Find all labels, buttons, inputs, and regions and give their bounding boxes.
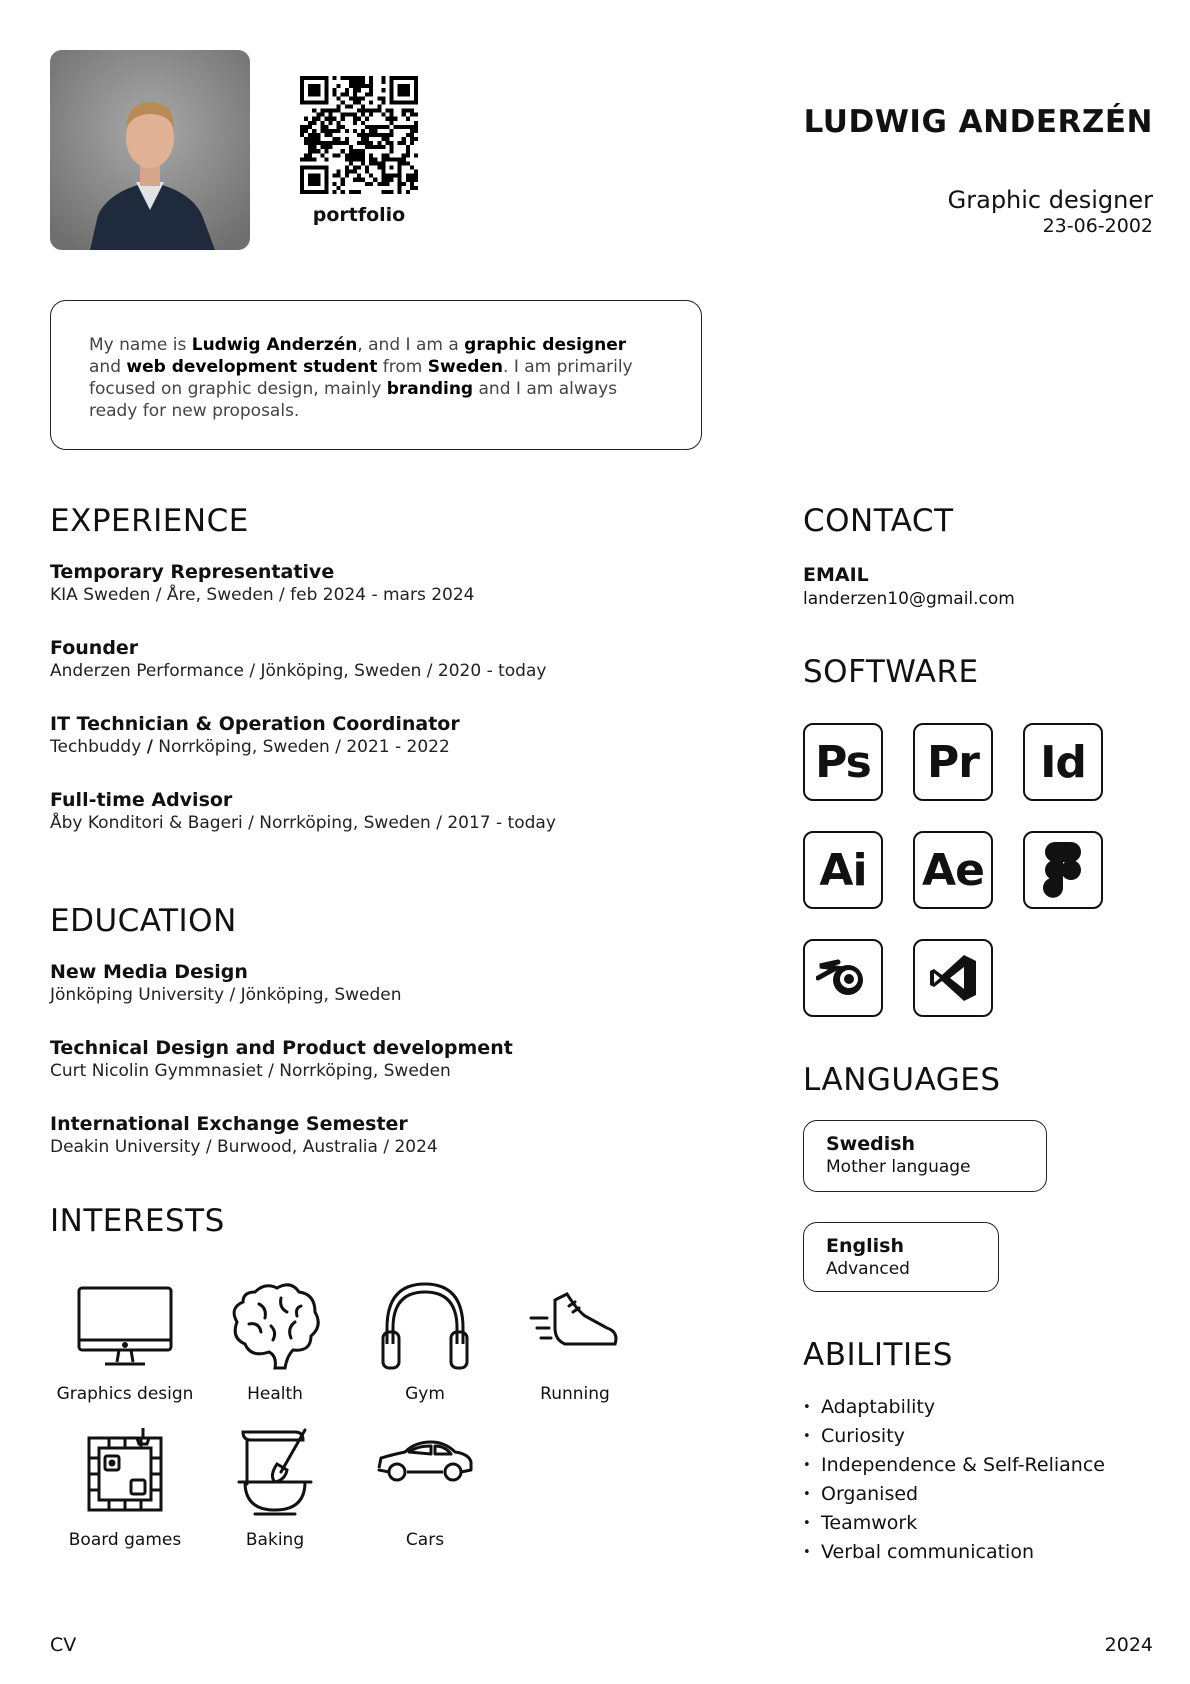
vscode-icon (913, 939, 993, 1017)
software-title: SOFTWARE (803, 654, 979, 690)
after-effects-icon: Ae (913, 831, 993, 909)
contact-title: CONTACT (803, 503, 954, 539)
abilities-title: ABILITIES (803, 1337, 953, 1373)
candidate-name: LUDWIG ANDERZÉN (803, 104, 1153, 140)
photoshop-icon: Ps (803, 723, 883, 801)
list-item: • Independence & Self-Reliance (803, 1451, 1105, 1480)
interest-running: Running (500, 1278, 650, 1404)
experience-item: IT Technician & Operation Coordinator Techbuddy / Norrköping, Sweden / 2021 - 2022 (50, 713, 460, 757)
date-of-birth: 23-06-2002 (1042, 215, 1153, 237)
language-swedish: Swedish Mother language (803, 1120, 1047, 1192)
education-item: Technical Design and Product development Curt Nicolin Gymmnasiet / Norrköping, Sweden (50, 1037, 513, 1081)
qr-label: portfolio (312, 204, 406, 226)
headphones-icon (375, 1278, 475, 1372)
interest-baking: Baking (200, 1424, 350, 1550)
running-shoe-icon (525, 1278, 625, 1372)
experience-title: EXPERIENCE (50, 503, 249, 539)
illustrator-icon: Ai (803, 831, 883, 909)
figma-icon (1023, 831, 1103, 909)
monitor-icon (75, 1278, 175, 1372)
list-item: • Curiosity (803, 1422, 1105, 1451)
candidate-role: Graphic designer (947, 186, 1153, 214)
interest-cars: Cars (350, 1424, 500, 1550)
premiere-icon: Pr (913, 723, 993, 801)
interest-board-games: Board games (50, 1424, 200, 1550)
email-label: EMAIL (803, 564, 869, 586)
experience-item: Founder Anderzen Performance / Jönköping, Sweden / 2020 - today (50, 637, 547, 681)
footer-year: 2024 (1104, 1634, 1153, 1656)
indesign-icon: Id (1023, 723, 1103, 801)
education-item: International Exchange Semester Deakin University / Burwood, Australia / 2024 (50, 1113, 438, 1157)
brain-icon (225, 1278, 325, 1372)
intro-box: My name is Ludwig Anderzén, and I am a graphic designer and web development student from Sweden. I am primarily focused on graphic design, mainly branding and I am always ready for new proposals. (50, 300, 702, 450)
list-item: • Organised (803, 1480, 1105, 1509)
education-item: New Media Design Jönköping University / Jönköping, Sweden (50, 961, 402, 1005)
blender-icon (803, 939, 883, 1017)
list-item: • Teamwork (803, 1509, 1105, 1538)
email-link[interactable]: landerzen10@gmail.com (803, 589, 1015, 609)
footer-cv-label: CV (50, 1634, 77, 1656)
abilities-list (803, 1393, 1105, 1567)
interest-graphics-design: Graphics design (50, 1278, 200, 1404)
car-icon (375, 1424, 475, 1518)
experience-item: Temporary Representative KIA Sweden / Åre, Sweden / feb 2024 - mars 2024 (50, 561, 475, 605)
interests-title: INTERESTS (50, 1203, 225, 1239)
experience-item: Full-time Advisor Åby Konditori & Bageri / Norrköping, Sweden / 2017 - today (50, 789, 556, 833)
languages-title: LANGUAGES (803, 1062, 1001, 1098)
portfolio-qr-code[interactable] (300, 76, 418, 194)
interest-gym: Gym (350, 1278, 500, 1404)
profile-photo (50, 50, 250, 250)
board-game-icon (75, 1424, 175, 1518)
education-title: EDUCATION (50, 903, 237, 939)
list-item: • Verbal communication (803, 1538, 1105, 1567)
list-item: • Adaptability (803, 1393, 1105, 1422)
language-english: English Advanced (803, 1222, 999, 1292)
interest-health: Health (200, 1278, 350, 1404)
baking-icon (225, 1424, 325, 1518)
